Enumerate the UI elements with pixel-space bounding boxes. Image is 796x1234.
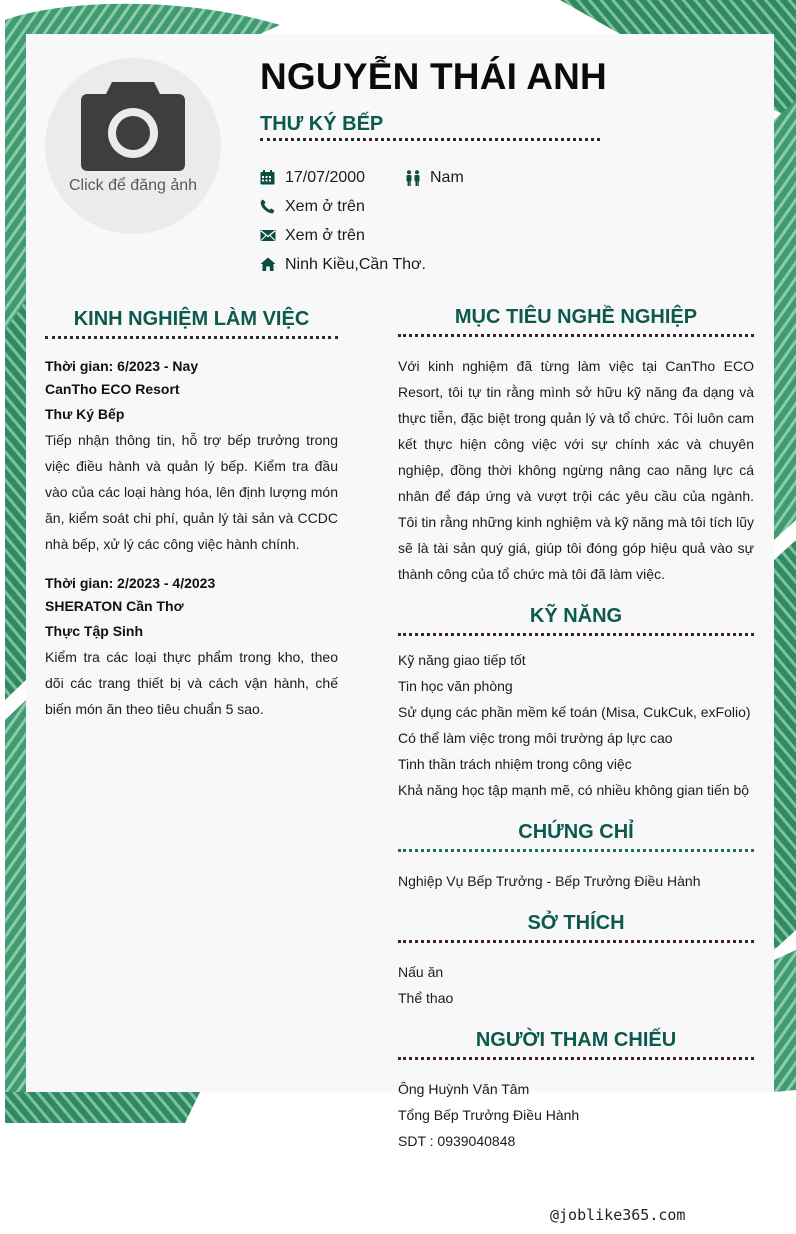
objective-heading: MỤC TIÊU NGHỀ NGHIỆP <box>454 306 698 328</box>
experience-heading: KINH NGHIỆM LÀM VIỆC <box>73 308 310 330</box>
skills-divider <box>398 633 754 636</box>
skill-item: Tin học văn phòng <box>398 678 513 694</box>
objective-text: Với kinh nghiệm đã từng làm việc tại CanTho ECO Resort, tôi tự tin rằng mình sở hữu kỹ năng đa dạng và thực tiễn, đặc biệt trong quản lý và tổ chức. Tôi luôn cam kết thực hiện công việc với sự chính xác và chuyên nghiệp, đồng thời không ngừng nâng cao năng lực cá nhân để đáp ứng và vượt trội các yêu cầu của ngành. Tôi tin rằng những kinh nghiệm và kỹ năng mà tôi tích lũy sẽ là tài sản quý giá, giúp tôi đóng góp hiệu quả vào sự thành công của tổ chức mà tôi đã làm việc. <box>398 358 754 582</box>
reference-item: Ông Huỳnh Văn Tâm <box>398 1081 530 1097</box>
objective-divider <box>398 334 754 337</box>
birth-date: 17/07/2000 <box>285 169 366 186</box>
hobby-item: Nấu ăn <box>398 964 444 980</box>
job-company: SHERATON Cần Thơ <box>45 598 184 614</box>
email: Xem ở trên <box>285 227 365 244</box>
skill-item: Tinh thần trách nhiệm trong công việc <box>398 756 632 772</box>
phone: Xem ở trên <box>285 198 365 215</box>
calendar-icon <box>260 170 275 185</box>
skill-item: Có thể làm việc trong môi trường áp lực cao <box>398 730 673 746</box>
title-divider <box>260 138 600 141</box>
reference-item: SDT : 0939040848 <box>398 1133 516 1149</box>
job-period: Thời gian: 6/2023 - Nay <box>45 358 199 374</box>
certificates-heading: CHỨNG CHỈ <box>518 821 634 843</box>
job-position: Thực Tập Sinh <box>45 623 144 639</box>
job-position: Thư Ký Bếp <box>45 406 125 422</box>
photo-caption: Click để đăng ảnh <box>68 177 198 194</box>
address: Ninh Kiều,Cần Thơ. <box>285 256 426 273</box>
reference-item: Tổng Bếp Trưởng Điều Hành <box>398 1107 580 1123</box>
hobbies-heading: SỞ THÍCH <box>527 912 625 934</box>
envelope-icon <box>260 228 276 243</box>
job-company: CanTho ECO Resort <box>45 381 180 397</box>
references-heading: NGƯỜI THAM CHIẾU <box>475 1029 677 1051</box>
experience-divider <box>45 336 338 339</box>
home-icon <box>260 257 276 272</box>
references-divider <box>398 1057 754 1060</box>
skill-item: Khả năng học tập mạnh mẽ, có nhiều không gian tiến bộ <box>398 782 750 798</box>
gender: Nam <box>430 169 464 186</box>
hobbies-divider <box>398 940 754 943</box>
photo-upload[interactable] <box>45 58 221 234</box>
phone-icon <box>260 199 275 214</box>
candidate-name: NGUYỄN THÁI ANH <box>260 56 607 97</box>
job-description: Kiểm tra các loại thực phẩm trong kho, theo dõi các trang thiết bị và cách vận hành, chế biến món ăn theo tiêu chuẩn 5 sao. <box>45 649 338 717</box>
certificates-divider <box>398 849 754 852</box>
watermark: @joblike365.com <box>550 1206 686 1224</box>
certificate-item: Nghiệp Vụ Bếp Trưởng - Bếp Trưởng Điều Hành <box>398 873 701 889</box>
skill-item: Kỹ năng giao tiếp tốt <box>398 652 526 668</box>
skill-item: Sử dụng các phần mềm kế toán (Misa, CukCuk, exFolio) <box>398 704 751 720</box>
job-title: THƯ KÝ BẾP <box>260 113 384 135</box>
skills-heading: KỸ NĂNG <box>529 605 623 627</box>
camera-icon <box>80 80 186 172</box>
hobby-item: Thể thao <box>398 990 454 1006</box>
people-icon <box>405 170 421 186</box>
job-period: Thời gian: 2/2023 - 4/2023 <box>45 575 216 591</box>
job-description: Tiếp nhận thông tin, hỗ trợ bếp trưởng trong việc điều hành và quản lý bếp. Kiểm tra đầu vào của các loại hàng hóa, lên định lượng món ăn, kiểm soát chi phí, quản lý tài sản và CCDC nhà bếp, xử lý các công việc hành chính. <box>45 432 338 552</box>
